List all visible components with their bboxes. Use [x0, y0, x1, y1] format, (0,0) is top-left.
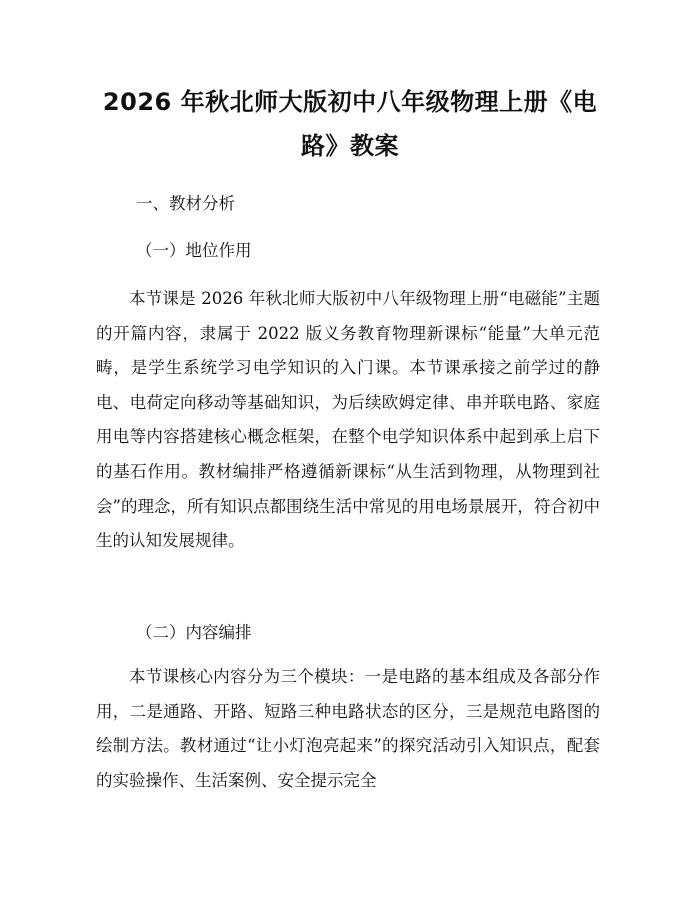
paragraph-position-role: 本节课是 2026 年秋北师大版初中八年级物理上册“电磁能”主题的开篇内容，隶属于 2022 版义务教育物理新课标“能量”大单元范畴，是学生系统学习电学知识的入门课。本节课承接之前学过的静电、电荷定向移动等基础知识，为后续欧姆定律、串并联电路、家庭用电等内容搭建核心概念框架，在整个电学知识体系中起到承上启下的基石作用。教材编排严格遵循新课标“从生活到物理，从物理到社会”的理念，所有知识点都围绕生活中常见的用电场景展开，符合初中生的认知发展规律。: [96, 289, 600, 551]
subsection-heading-position-role: （一）地位作用: [136, 241, 252, 260]
paragraph-content-arrangement: 本节课核心内容分为三个模块：一是电路的基本组成及各部分作用，二是通路、开路、短路三种电路状态的区分，三是规范电路图的绘制方法。教材通过“让小灯泡亮起来”的探究活动引入知识点，配套的实验操作、生活案例、安全提示完全: [96, 667, 600, 790]
document-title-line-1: 2026 年秋北师大版初中八年级物理上册《电: [102, 88, 598, 116]
section-heading-textbook-analysis: 一、教材分析: [136, 194, 235, 213]
document-title-line-2: 路》教案: [301, 132, 399, 160]
subsection-heading-content-arrangement: （二）内容编排: [136, 623, 252, 642]
